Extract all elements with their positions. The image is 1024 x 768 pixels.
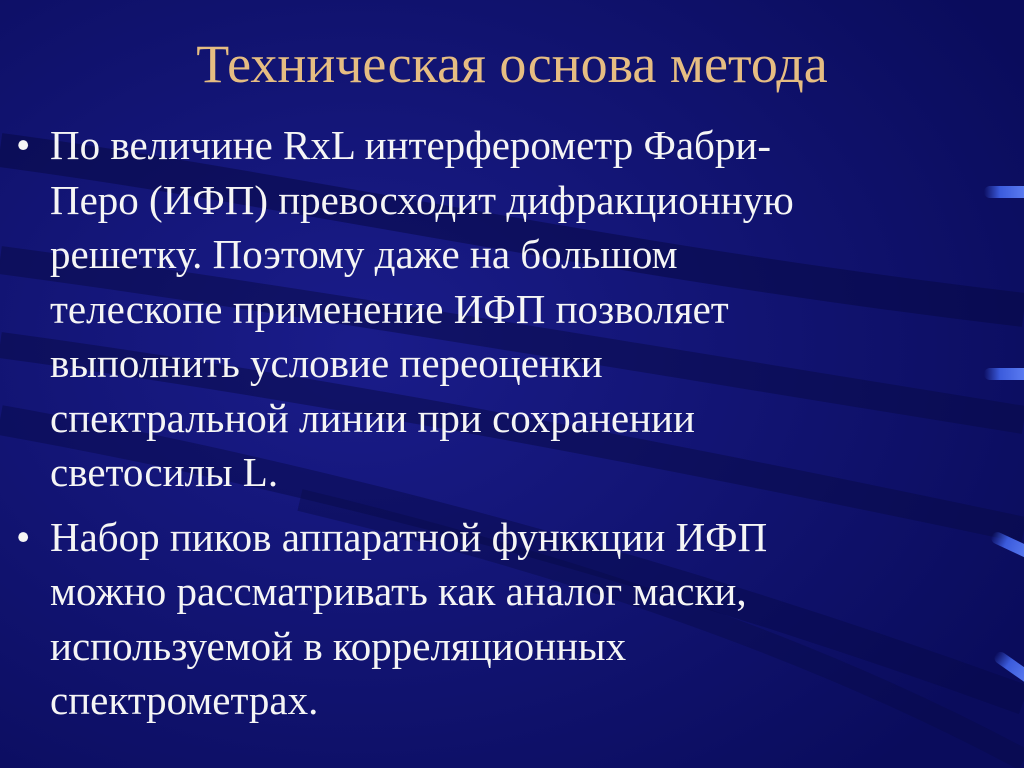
bullet-line: Перо (ИФП) превосходит дифракционную: [50, 176, 794, 223]
bullet-item: [0, 510, 1024, 728]
bullet-line: светосилы L.: [50, 449, 279, 495]
bullet-line: можно рассматривать как аналог маски,: [50, 568, 747, 614]
bullet-line: телескопе применение ИФП позволяет: [50, 285, 729, 332]
bullet-line: выполнить условие переоценки: [50, 340, 603, 386]
bullet-marker: •: [16, 122, 31, 168]
slide-title: Техническая основа метода: [196, 34, 828, 94]
bullet-marker: •: [16, 513, 31, 560]
bullet-line: спектрометрах.: [50, 677, 319, 723]
bullet-line: спектральной линии при сохранении: [50, 394, 695, 441]
bullet-list: [0, 118, 1024, 738]
bullet-line: используемой в корреляционных: [50, 622, 627, 669]
bullet-line: решетку. Поэтому даже на большом: [50, 231, 678, 277]
bullet-line: По величине RxL интерферометр Фабри-: [50, 122, 771, 168]
bullet-item: [0, 118, 1024, 500]
bullet-line: Набор пиков аппаратной функкции ИФП: [50, 513, 768, 560]
